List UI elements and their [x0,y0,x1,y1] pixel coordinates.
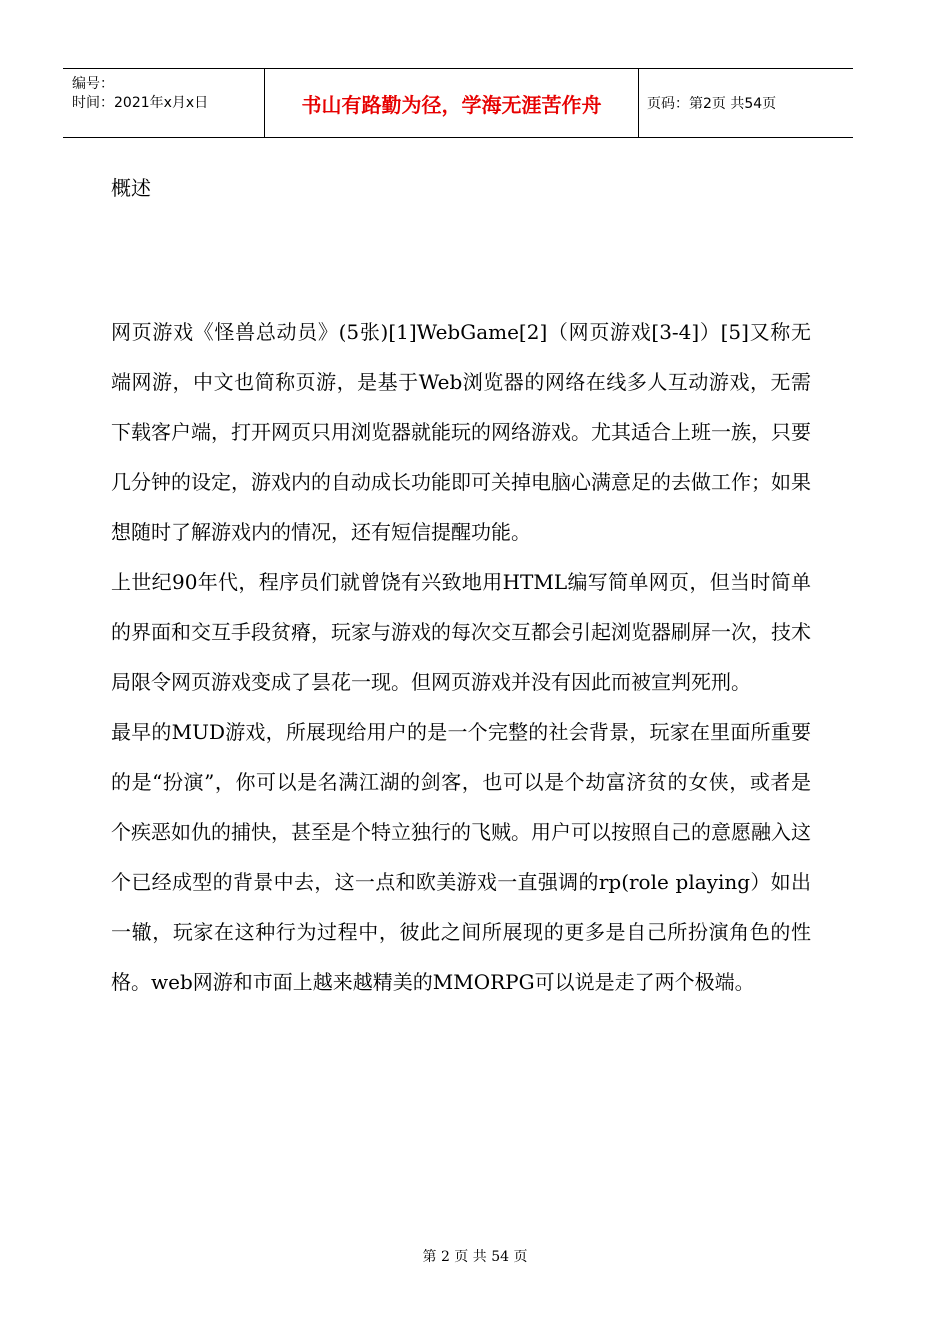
header-table [63,68,853,138]
body-text [111,307,811,1007]
header-motto-cell [265,69,639,137]
document-time-label: 时间：2021年x月x日 [72,95,209,111]
section-title: 概述 [111,176,151,200]
paragraph: 网页游戏《怪兽总动员》(5张)[1]WebGame[2]（网页游戏[3-4]）[5]又称无端网游，中文也简称页游，是基于Web浏览器的网络在线多人互动游戏，无需下载客户端，打开网页只用浏览器就能玩的网络游戏。尤其适合上班一族，只要几分钟的设定，游戏内的自动成长功能即可关掉电脑心满意足的去做工作；如果想随时了解游戏内的情况，还有短信提醒功能。 [111,320,811,544]
paragraph: 上世纪90年代，程序员们就曾饶有兴致地用HTML编写简单网页，但当时简单的界面和交互手段贫瘠，玩家与游戏的每次交互都会引起浏览器刷屏一次，技术局限令网页游戏变成了昙花一现。但网页游戏并没有因此而被宣判死刑。 [111,570,811,694]
paragraph: 最早的MUD游戏，所展现给用户的是一个完整的社会背景，玩家在里面所重要的是“扮演”，你可以是名满江湖的剑客，也可以是个劫富济贫的女侠，或者是个疾恶如仇的捕快，甚至是个特立独行的飞贼。用户可以按照自己的意愿融入这个已经成型的背景中去，这一点和欧美游戏一直强调的rp(role playing）如出一辙，玩家在这种行为过程中，彼此之间所展现的更多是自己所扮演角色的性格。web网游和市面上越来越精美的MMORPG可以说是走了两个极端。 [111,720,811,994]
header-left-cell [63,69,265,137]
document-number-label: 编号： [72,76,114,92]
page-footer: 第 2 页 共 54 页 [422,1249,528,1265]
header-page-cell [639,69,853,137]
header-page-info: 页码：第2页 共54页 [647,96,777,112]
header-motto: 书山有路勤为径，学海无涯苦作舟 [301,92,602,117]
